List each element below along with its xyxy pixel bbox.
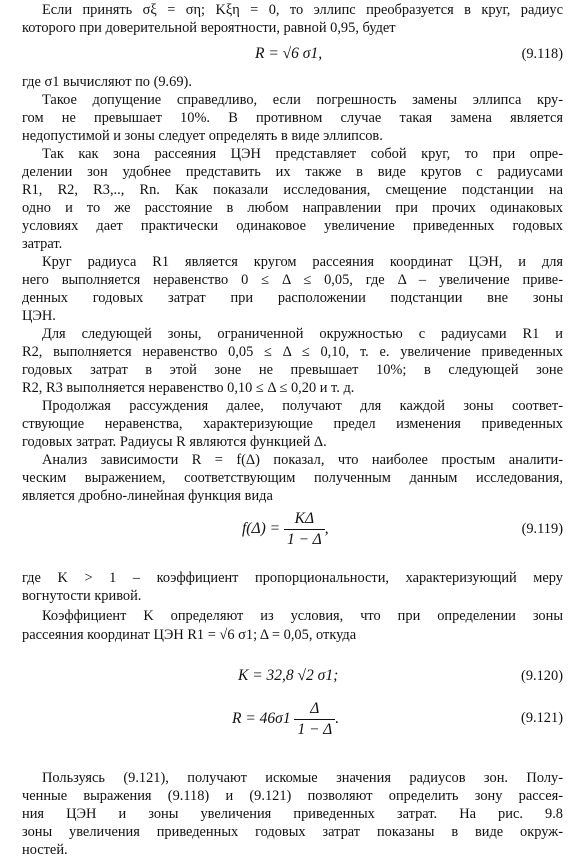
text-line: затрат. xyxy=(22,236,63,252)
text-line: недопустимой и зоны следует определять в виде эллипсов. xyxy=(22,128,383,144)
text-line: него выполняется неравенство 0 ≤ Δ ≤ 0,05, где Δ – увеличение приве- xyxy=(22,272,563,288)
text-line: Круг радиуса R1 является кругом рассеяния координат ЦЭН, и для xyxy=(42,254,563,270)
text-line: рассеяния координат ЦЭН R1 = √6 σ1; Δ = 0,05, откуда xyxy=(22,627,357,643)
equation-tail: . xyxy=(335,710,340,728)
text-line: денных годовых затрат при расположении подстанции вне зоны xyxy=(22,290,563,306)
equation-number: (9.121) xyxy=(521,710,563,726)
text-line: Анализ зависимости R = f(Δ) показал, что наиболее простым аналити- xyxy=(42,452,563,468)
text-line: Так как зона рассеяния ЦЭН представляет собой круг, то при опре- xyxy=(42,146,563,162)
text-line: является дробно-линейная функция вида xyxy=(22,488,273,504)
text-line: годовых затрат. Радиусы R являются функцией Δ. xyxy=(22,434,327,450)
equation-number: (9.120) xyxy=(521,668,563,684)
equation-9-119 xyxy=(242,510,329,549)
text-line: R1, R2, R3,.., Rn. Как показали исследования, смещение подстанции на xyxy=(22,182,563,198)
text-line: годовых затрат в этой зоне не превышает 10%; в следующей зоне xyxy=(22,362,563,378)
equation-number: (9.119) xyxy=(521,521,563,537)
equation-lhs: R = 46σ1 xyxy=(232,710,291,728)
text-line: ченные выражения (9.118) и (9.121) позволяют определить зону рассея- xyxy=(22,788,563,804)
text-line: Коэффициент K определяют из условия, что при определении зоны xyxy=(42,608,563,624)
text-line: ческим выражением, соответствующим полученным данным исследования, xyxy=(22,470,563,486)
text-line: которого при доверительной вероятности, равной 0,95, будет xyxy=(22,20,396,36)
fraction-numerator: KΔ xyxy=(284,510,325,530)
fraction xyxy=(294,700,335,739)
fraction-denominator: 1 − Δ xyxy=(297,721,333,738)
text-line: гом не превышает 10%. В противном случае такая замена является xyxy=(22,110,563,126)
fraction xyxy=(284,510,325,549)
text-line: ния ЦЭН и зоны увеличения приведенных затрат. На рис. 9.8 xyxy=(22,806,563,822)
text-line: Пользуясь (9.121), получают искомые значения радиусов зон. Полу- xyxy=(42,770,563,786)
text-line: Продолжая рассуждения далее, получают для каждой зоны соответ- xyxy=(42,398,563,414)
equation-9-118: R = √6 σ1, xyxy=(255,45,323,62)
fraction-denominator: 1 − Δ xyxy=(286,531,322,548)
text-line: одно и то же расстояние в любом направлении при прочих одинаковых xyxy=(22,200,563,216)
text-line: R2, выполняется неравенство 0,05 ≤ Δ ≤ 0,10, т. е. увеличение приведенных xyxy=(22,344,563,360)
text-line: где K > 1 – коэффициент пропорциональности, характеризующий меру xyxy=(22,570,563,586)
text-line: вогнутости кривой. xyxy=(22,588,142,604)
equation-tail: , xyxy=(324,520,329,538)
fraction-numerator: Δ xyxy=(294,700,335,720)
text-line: Если принять σξ = ση; Kξη = 0, то эллипс преобразуется в круг, радиус xyxy=(42,2,563,18)
equation-lhs: f(Δ) = xyxy=(242,520,281,538)
equation-9-120: K = 32,8 √2 σ1; xyxy=(238,667,339,684)
text-line: где σ1 вычисляют по (9.69). xyxy=(22,74,192,90)
text-line: Такое допущение справедливо, если погрешность замены эллипса кру- xyxy=(42,92,563,108)
text-line: ностей. xyxy=(22,842,68,858)
text-line: зоны увеличения приведенных годовых затрат показаны в виде окруж- xyxy=(22,824,563,840)
text-line: ЦЭН. xyxy=(22,308,56,324)
text-line: ствующие неравенства, характеризующие предел изменения приведенных xyxy=(22,416,563,432)
text-line: Для следующей зоны, ограниченной окружностью с радиусами R1 и xyxy=(42,326,563,342)
equation-number: (9.118) xyxy=(521,46,563,62)
text-line: условиях дает практически одинаковое увеличение приведенных годовых xyxy=(22,218,563,234)
text-line: делении зон удобнее представить их также в виде кругов с радиусами xyxy=(22,164,563,180)
text-line: R2, R3 выполняется неравенство 0,10 ≤ Δ ≤ 0,20 и т. д. xyxy=(22,380,355,396)
equation-9-121 xyxy=(232,700,339,739)
